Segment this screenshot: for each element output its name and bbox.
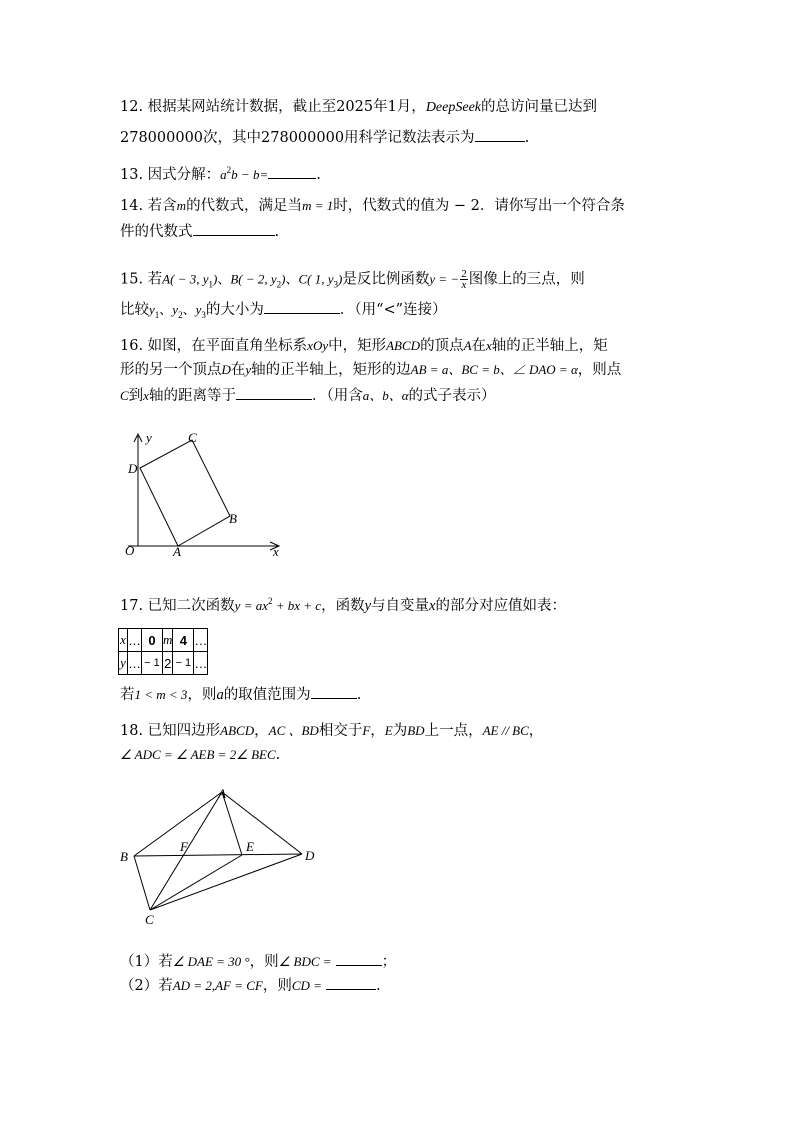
label-d: D — [305, 848, 315, 863]
q16-rect: ABCD — [386, 338, 421, 353]
q14-line2 — [120, 221, 279, 241]
q18-text: 为 — [392, 723, 408, 739]
q15-sub: 3 — [333, 279, 339, 290]
q16-text: 如图，在平面直角坐标系 — [147, 338, 308, 354]
q14-text: 若含 — [147, 198, 177, 214]
answer-blank[interactable] — [326, 975, 376, 990]
q17-func-sup: 2 — [267, 596, 273, 606]
q18-figure — [112, 782, 322, 930]
q18-text: ，则 — [249, 954, 279, 970]
q17-text: 若 — [120, 687, 135, 703]
q16-text: 轴的正半轴上，矩形的边 — [251, 362, 411, 378]
q18-text: 上一点， — [424, 723, 483, 739]
q15-text: 若 — [147, 271, 163, 288]
q18-number: 18. — [120, 723, 144, 739]
q16-text: 轴的正半轴上，矩 — [491, 338, 608, 354]
q16-figure — [118, 428, 293, 563]
q16-text: 中，矩形 — [328, 338, 387, 354]
segment-ce — [150, 855, 242, 910]
q17-func: y = ax — [234, 597, 268, 613]
q18-angles: ∠ ADC = ∠ AEB = 2∠ BEC — [120, 747, 276, 762]
q14-cond: m = 1 — [302, 198, 334, 213]
label-a: A — [173, 544, 181, 559]
segment-bd — [134, 854, 302, 856]
q12-text: 的总访问量已达到 — [481, 99, 597, 115]
q15-sub: 2 — [178, 309, 183, 320]
answer-blank[interactable] — [264, 299, 340, 314]
q18-cond: AD = 2,AF = CF — [172, 978, 263, 993]
segment-ab — [134, 792, 222, 856]
q18-text: （1）若 — [120, 954, 173, 970]
q15-line1: 15. 若A( − 3, $y_1$)、B( − 2, $y_2$)、C( 1, $y_3$)是反比例函数y = − $\frac{2}{x}$ 图像上的三点，则 — [120, 268, 585, 291]
table-cell: … — [128, 629, 142, 652]
q13-text: 因式分解： — [147, 166, 221, 183]
q13-number: 13. — [120, 166, 144, 183]
q18-text: ，则 — [262, 978, 292, 994]
q16-cond: AB = a、BC = b、∠ DAO = α — [410, 362, 578, 377]
q15-text: 是反比例函数 — [342, 271, 430, 288]
q17-end: . — [356, 687, 362, 703]
table-cell: m — [163, 629, 173, 652]
table-cell: … — [194, 629, 208, 652]
table-cell: … — [194, 652, 208, 675]
q17-var: x — [429, 597, 436, 614]
q14-number: 14. — [120, 198, 144, 214]
q18-text: ， — [370, 723, 385, 739]
q13-line — [120, 161, 321, 184]
q17-var: a — [216, 687, 224, 703]
q15-number: 15. — [120, 271, 144, 288]
label-c: C — [188, 430, 197, 445]
label-x: x — [273, 544, 279, 559]
q14-line1 — [120, 197, 625, 215]
q16-sys: xOy — [307, 338, 329, 353]
label-c: C — [145, 912, 154, 927]
q16-text: 的顶点 — [420, 338, 464, 354]
q17-text: 已知二次函数 — [147, 597, 235, 614]
answer-blank[interactable] — [311, 684, 357, 699]
q15-func: y = − — [429, 271, 460, 287]
table-cell: 4 — [173, 629, 194, 652]
q16-text: 到 — [128, 388, 144, 404]
label-b: B — [229, 511, 237, 526]
q18-quad: ABCD — [220, 723, 255, 738]
q17-text: 的部分对应值如表： — [435, 597, 566, 614]
table-cell: x — [119, 629, 128, 652]
rectangle-abcd — [140, 440, 230, 546]
value-table — [118, 628, 208, 675]
q18-text: ， — [528, 723, 544, 739]
q16-var: x — [486, 338, 492, 353]
q15-y: y — [172, 302, 179, 317]
table-row — [119, 652, 208, 675]
q18-text: ； — [381, 954, 397, 970]
q16-text: 在 — [471, 338, 487, 354]
segment-ae — [222, 792, 242, 855]
label-f: F — [180, 839, 188, 854]
q13-expr-sup: 2 — [226, 165, 232, 175]
q18-ask: ∠ BDC = — [278, 954, 332, 969]
label-b: B — [120, 849, 128, 864]
q16-text: 的式子表示） — [408, 388, 496, 404]
label-o: O — [125, 543, 135, 558]
q18-text: 相交于 — [318, 723, 363, 739]
q16-text: 轴的距离等于 — [148, 388, 236, 404]
q15-text: 比较 — [120, 302, 149, 318]
q18-par: AE // BC — [482, 723, 529, 738]
q18-text: 已知四边形 — [147, 723, 221, 739]
label-a: A — [218, 786, 226, 801]
q15-sub: 2 — [276, 279, 282, 290]
q16-vars: a、b、α — [362, 388, 409, 403]
q17-cond: 1 < m < 3 — [134, 687, 188, 702]
q18-text: （2）若 — [120, 978, 173, 994]
q15-y: y — [149, 302, 155, 317]
answer-blank[interactable] — [336, 951, 382, 966]
q14-end: . — [274, 224, 280, 240]
label-y: y — [146, 430, 152, 445]
q15-text: 图像上的三点，则 — [468, 271, 585, 288]
q16-text: ，则点 — [577, 362, 622, 378]
q15-line2: 比较$y_1$、$y_2$、$y_3$的大小为 ．（用“<”连接） — [120, 299, 447, 324]
label-e: E — [246, 839, 254, 854]
q17-text: 与自变量 — [371, 597, 430, 614]
q16-line2 — [120, 361, 621, 379]
q15-point-b: B( − 2, y — [230, 271, 277, 287]
q16-var: y — [245, 362, 252, 377]
table-cell: y — [119, 652, 128, 675]
q16-var: A — [463, 338, 472, 353]
table-cell: − 1 — [173, 652, 194, 675]
q17-line2 — [120, 684, 361, 704]
q12-brand: DeepSeek — [425, 100, 481, 115]
answer-blank[interactable] — [268, 164, 316, 179]
q12-end: . — [524, 130, 530, 146]
q18-ask: CD = — [291, 978, 322, 993]
q16-var: D — [221, 362, 231, 377]
label-d: D — [128, 461, 138, 476]
answer-blank[interactable] — [236, 385, 312, 400]
q16-var: C — [120, 388, 129, 403]
q15-point-a: A( − 3, y — [162, 271, 209, 287]
table-row — [119, 629, 208, 652]
q15-sub: 1 — [154, 309, 160, 320]
segment-cd — [150, 854, 302, 910]
q14-var: m — [176, 198, 187, 213]
q15-y: y — [195, 302, 202, 317]
q18-cond: ∠ DAE = 30 ° — [172, 954, 250, 969]
q18-diag: AC 、BD — [268, 723, 319, 738]
q12-number: 12. — [120, 99, 144, 115]
q18-line1 — [120, 722, 543, 740]
segment-bc — [134, 856, 150, 910]
q18-var: BD — [407, 723, 425, 738]
q18-text: ， — [254, 723, 269, 739]
q12-line2 — [120, 127, 529, 147]
table-cell: … — [128, 652, 142, 675]
q16-text: ．（用含 — [311, 388, 363, 404]
q18-part2 — [120, 975, 381, 995]
q12-text: 278000000次，其中278000000用科学记数法表示为 — [120, 130, 475, 146]
q18-var: E — [384, 723, 393, 738]
q13-expr: b − b= — [231, 166, 269, 182]
q16-line1 — [120, 337, 608, 355]
table-cell: 2 — [163, 652, 173, 675]
answer-blank[interactable] — [475, 127, 525, 142]
fraction-denominator: x — [461, 279, 467, 291]
q17-number: 17. — [120, 597, 144, 614]
table-cell: − 1 — [142, 652, 163, 675]
q18-line2 — [120, 746, 280, 764]
q18-end: . — [275, 747, 281, 763]
q16-text: 形的另一个顶点 — [120, 362, 222, 378]
q17-var: y — [364, 597, 372, 614]
fraction-numerator: 2 — [461, 268, 467, 280]
segment-ad — [222, 792, 302, 854]
q17-text: 的取值范围为 — [223, 687, 311, 703]
q15-point-c: C( 1, y — [298, 271, 334, 287]
q16-number: 16. — [120, 338, 144, 354]
answer-blank[interactable] — [193, 221, 275, 236]
q15-fraction — [460, 269, 468, 290]
q18-text: . — [375, 978, 381, 994]
q17-text: ，函数 — [321, 597, 365, 614]
q17-text: ，则 — [187, 687, 217, 703]
q15-text: 的大小为 — [205, 302, 264, 318]
table-cell: 0 — [142, 629, 163, 652]
q12-line1 — [120, 98, 597, 117]
q18-var: F — [362, 723, 371, 738]
q13-expr: a — [220, 166, 227, 182]
q16-var: x — [143, 388, 149, 403]
q14-text: 的代数式，满足当 — [186, 198, 303, 214]
q15-sub: 1 — [208, 279, 213, 290]
q13-end: . — [316, 166, 321, 183]
q16-text: 在 — [230, 362, 246, 378]
q17-func: + bx + c — [272, 597, 322, 613]
q16-line3 — [120, 385, 496, 405]
q15-sub: 3 — [201, 309, 206, 320]
q18-part1 — [120, 951, 396, 971]
q14-text: 件的代数式 — [120, 224, 193, 240]
q14-text: 时，代数式的值为 − 2．请你写出一个符合条 — [333, 198, 625, 214]
q15-text: ．（用“<”连接） — [339, 302, 447, 318]
q17-line1 — [120, 592, 566, 615]
q12-text: 根据某网站统计数据，截止至2025年1月， — [147, 99, 426, 115]
